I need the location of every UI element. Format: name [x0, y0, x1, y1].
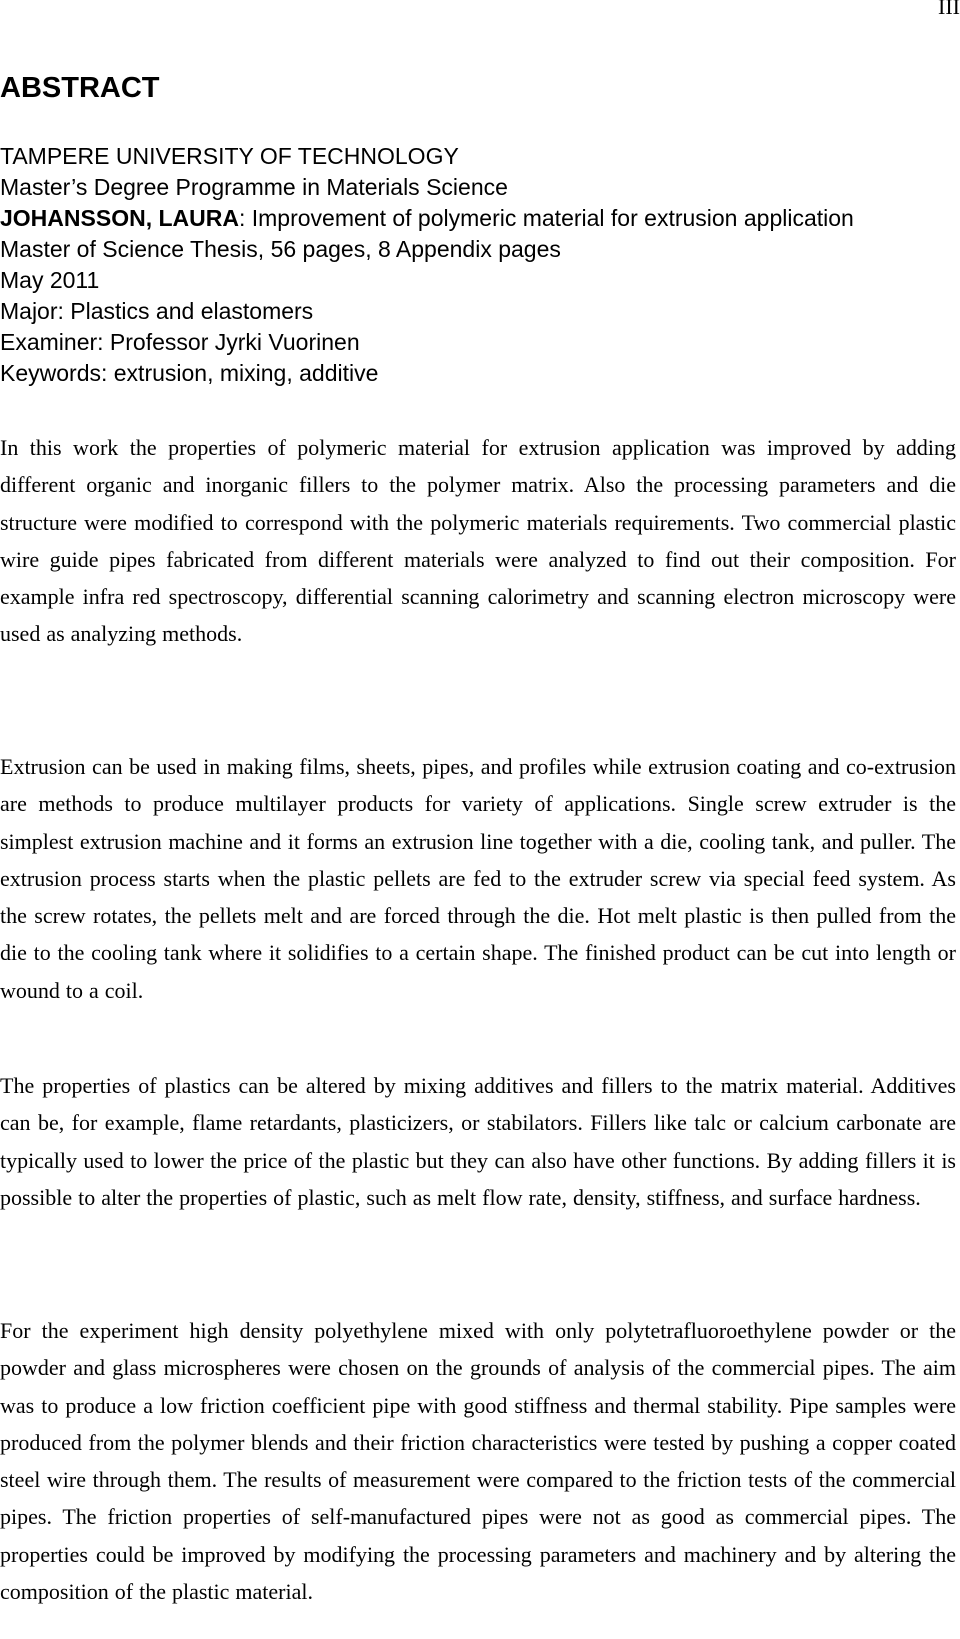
thesis-info-line: Master of Science Thesis, 56 pages, 8 Appendix pages: [0, 236, 561, 262]
abstract-paragraph-3: The properties of plastics can be altered by mixing additives and fillers to the matrix material. Additives can be, for example, flame retardants, plasticizers, or stabilators. Fillers like talc or calcium carbonate are typically used to lower the price of the plastic but they can also have other functions. By adding fillers it is possible to alter the properties of plastic, such as melt flow rate, density, stiffness, and surface hardness.: [0, 1073, 956, 1210]
university-line: TAMPERE UNIVERSITY OF TECHNOLOGY: [0, 143, 459, 169]
abstract-paragraph-2: Extrusion can be used in making films, sheets, pipes, and profiles while extrusion coating and co-extrusion are methods to produce multilayer products for variety of applications. Single screw extruder is the simplest extrusion machine and it forms an extrusion line together with a die, cooling tank, and puller. The extrusion process starts when the plastic pellets are fed to the extruder screw via special feed system. As the screw rotates, the pellets melt and are forced through the die. Hot melt plastic is then pulled from the die to the cooling tank where it solidifies to a certain shape. The finished product can be cut into length or wound to a coil.: [0, 754, 956, 1003]
thesis-metadata: [0, 141, 958, 389]
abstract-paragraph-1: In this work the properties of polymeric material for extrusion application was improved by adding different organic and inorganic fillers to the polymer matrix. Also the processing parameters and die structure were modified to correspond with the polymeric materials requirements. Two commercial plastic wire guide pipes fabricated from different materials were analyzed to find out their composition. For example infra red spectroscopy, differential scanning calorimetry and scanning electron microscopy were used as analyzing methods.: [0, 435, 956, 647]
author-name: JOHANSSON, LAURA: [0, 205, 239, 231]
keywords-line: Keywords: extrusion, mixing, additive: [0, 360, 379, 386]
programme-line: Master’s Degree Programme in Materials Science: [0, 174, 508, 200]
examiner-line: Examiner: Professor Jyrki Vuorinen: [0, 329, 360, 355]
abstract-paragraph-4: For the experiment high density polyethylene mixed with only polytetrafluoroethylene powder or the powder and glass microspheres were chosen on the grounds of analysis of the commercial pipes. The aim was to produce a low friction coefficient pipe with good stiffness and thermal stability. Pipe samples were produced from the polymer blends and their friction characteristics were tested by pushing a copper coated steel wire through them. The results of measurement were compared to the friction tests of the commercial pipes. The friction properties of self-manufactured pipes were not as good as commercial pipes. The properties could be improved by modifying the processing parameters and machinery and by altering the composition of the plastic material.: [0, 1318, 956, 1605]
date-line: May 2011: [0, 267, 100, 293]
author-title-line: [0, 203, 958, 234]
major-line: Major: Plastics and elastomers: [0, 298, 314, 324]
page-number: III: [938, 0, 960, 19]
thesis-title: : Improvement of polymeric material for extrusion application: [238, 205, 854, 231]
page-title: ABSTRACT: [0, 72, 160, 104]
